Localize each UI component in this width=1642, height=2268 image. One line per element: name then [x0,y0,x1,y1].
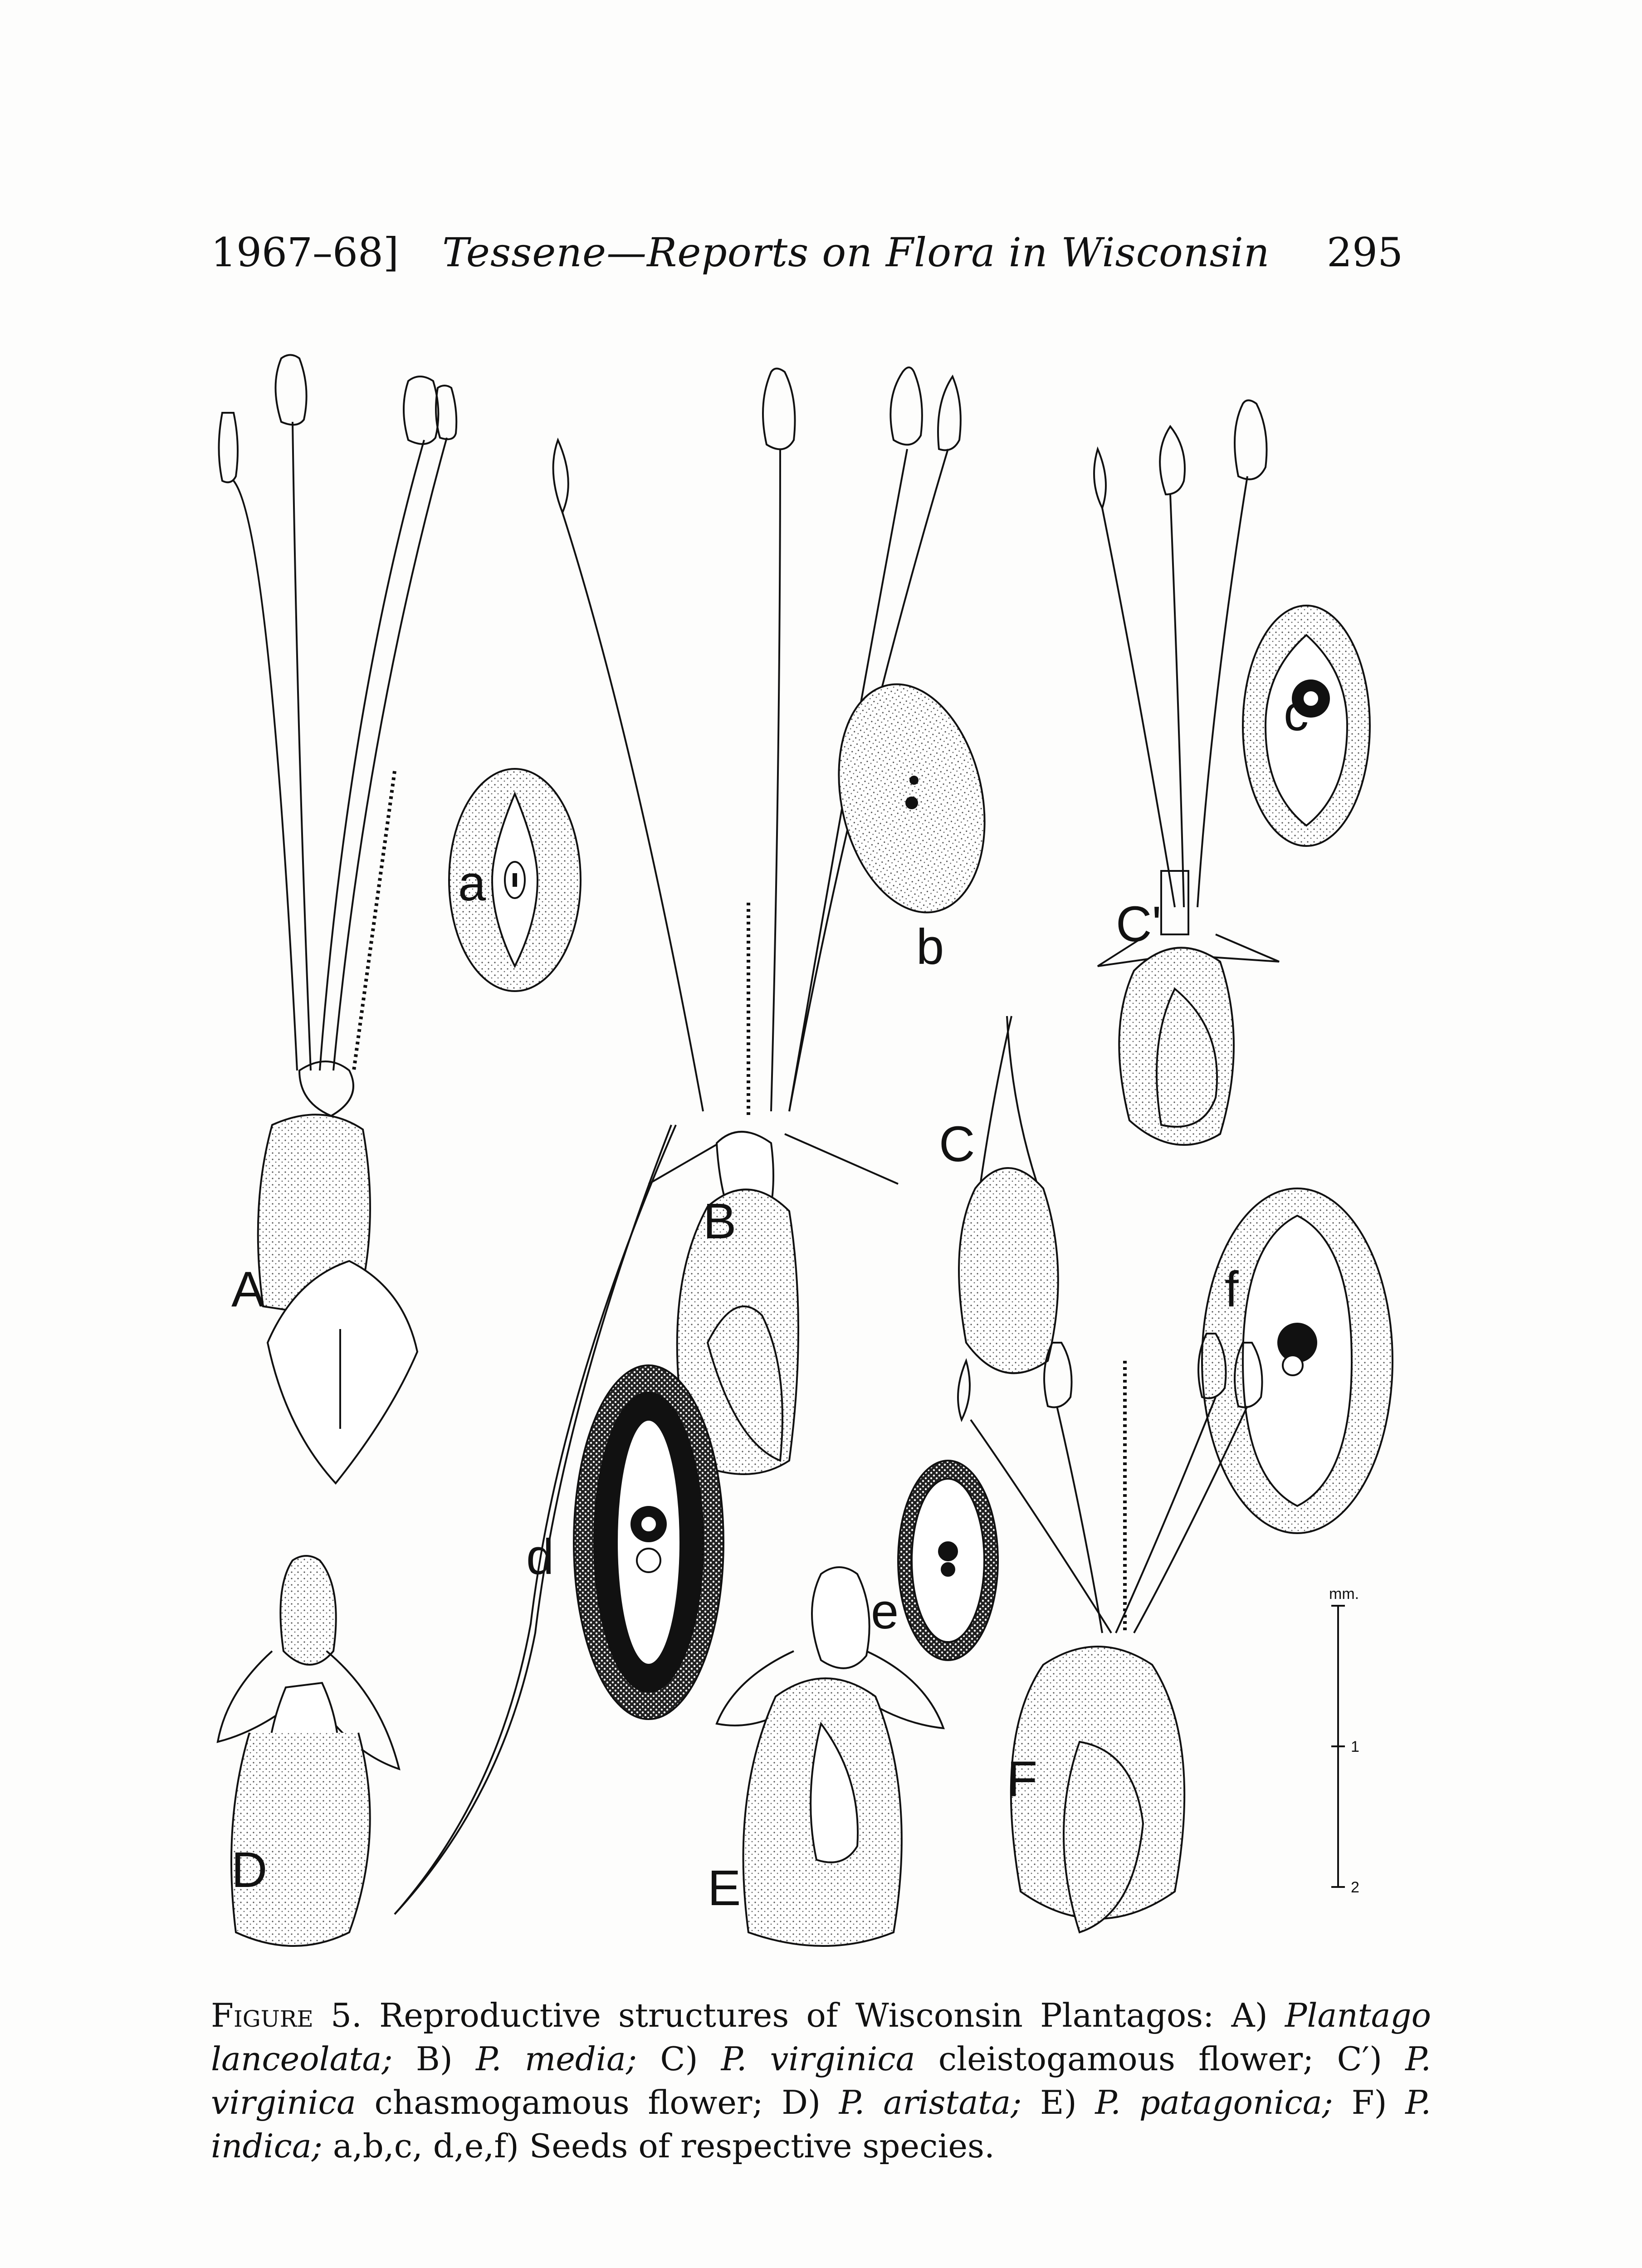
label-D: D [231,1842,268,1898]
seed-f [1202,1188,1393,1533]
seed-e [898,1461,998,1660]
caption-c-prefix: C) [660,2040,698,2078]
caption-b-prefix: B) [415,2040,453,2078]
caption-species-b: P. media; [476,2040,637,2078]
caption-species-a: Plantago lanceolata; [211,1996,1431,2078]
caption-species-c-prime: P. virginica [211,2040,1432,2121]
drawing-b-plantago-media [553,367,961,1474]
caption-outro: a,b,c, d,e,f) Seeds of respective species. [332,2127,995,2165]
caption-figure-label: Figure [211,1996,313,2034]
caption-figure-number: 5. [331,1996,362,2034]
seed-b [819,670,1004,926]
caption-species-d: P. aristata; [839,2083,1022,2121]
caption-f-prefix: F) [1351,2083,1387,2121]
caption-intro: Reproductive structures of Wisconsin Plantagos: A) [379,1996,1268,2034]
running-header [0,229,1642,279]
seed-d [574,1365,723,1719]
scale-tick-1: 1 [1351,1738,1359,1755]
label-e: e [871,1584,899,1639]
botanical-figure [195,345,1465,1960]
label-b: b [916,919,944,975]
caption-c-desc: cleistogamous flower; C′) [938,2040,1383,2078]
caption-e-prefix: E) [1040,2083,1077,2121]
label-B: B [703,1193,737,1249]
header-title: Tessene—Reports on Flora in Wisconsin [442,229,1270,276]
label-F: F [1007,1751,1038,1807]
label-E: E [708,1860,741,1916]
figure-caption [211,1994,1431,2168]
scale-unit: mm. [1329,1585,1359,1603]
drawing-c-plantago-virginica-cleistogamous [959,1016,1058,1373]
caption-c-prime-desc: chasmogamous flower; D) [374,2083,821,2121]
label-d: d [526,1529,554,1585]
caption-species-c: P. virginica [721,2040,915,2078]
scale-bar [1331,1606,1345,1887]
caption-species-e: P. patagonica; [1095,2083,1333,2121]
figure-illustration [195,345,1465,1960]
label-C: C [939,1116,975,1172]
caption-species-f: P. indica; [211,2083,1432,2165]
label-a: a [458,855,486,911]
header-year: 1967–68] [211,229,399,276]
page-number: 295 [1327,229,1403,276]
label-A: A [231,1261,265,1317]
label-f: f [1225,1261,1239,1317]
scale-tick-2: 2 [1351,1879,1359,1896]
label-C-prime: C' [1116,896,1162,952]
label-c: c [1284,685,1309,741]
